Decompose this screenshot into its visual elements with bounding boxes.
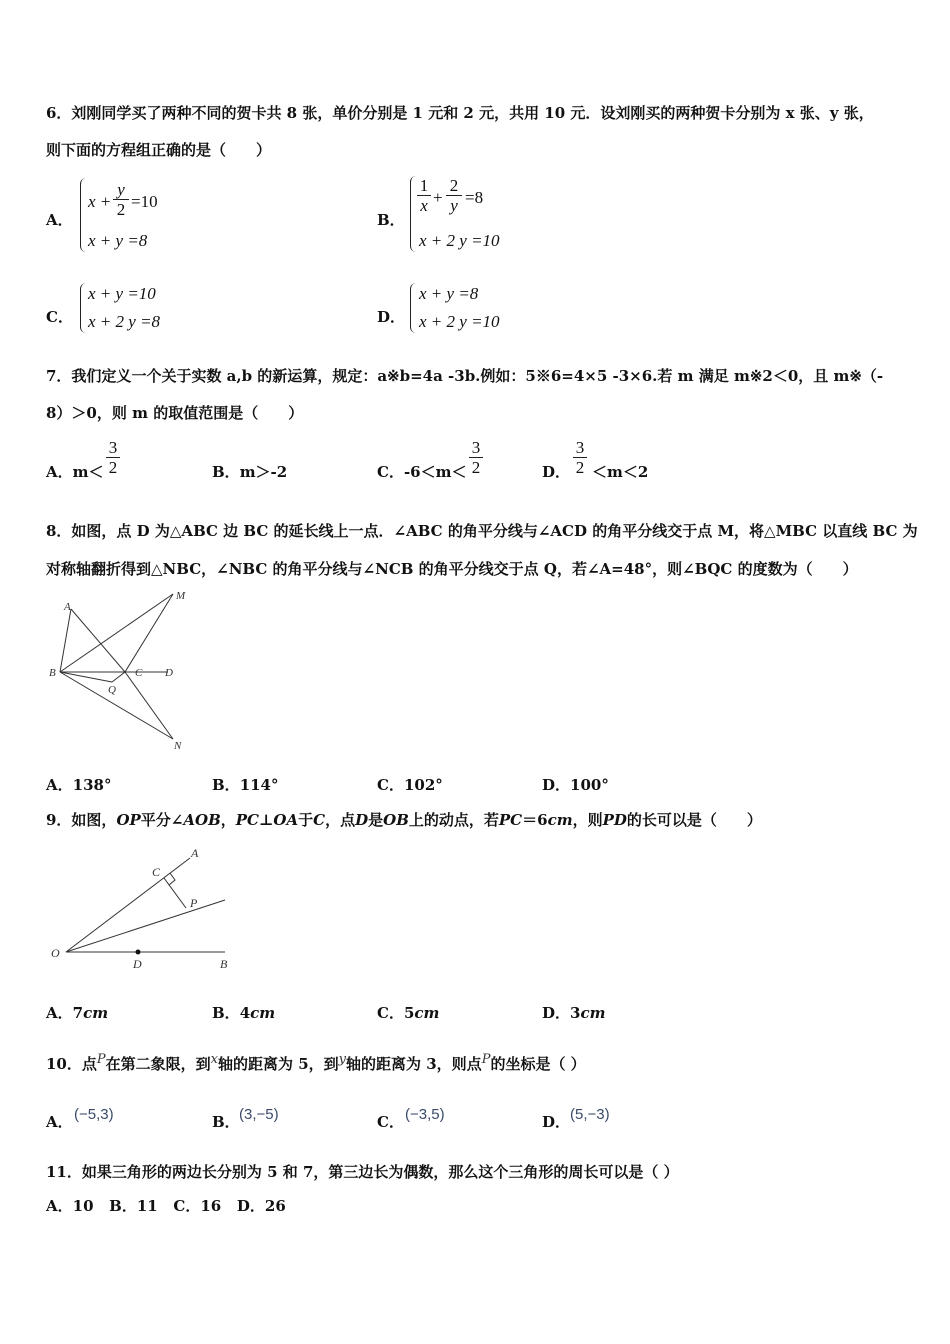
q6-option-b-frac2: 2 y (446, 176, 462, 215)
q10-option-b-label: B． (212, 1113, 240, 1131)
q6-option-b-op: + (433, 188, 443, 207)
q10-option-c-coord: (−3,5) (405, 1106, 445, 1123)
q8-label-a: A (64, 601, 71, 613)
q6-option-a-eq1-pre: x + (88, 192, 112, 211)
q9-label-d: D (133, 957, 142, 971)
q6-line2: 则下面的方程组正确的是（ ） (46, 141, 272, 159)
q7-line2: 8）＞0，则 m 的取值范围是（ ） (46, 404, 304, 422)
q9-point-d (136, 950, 141, 955)
q7-line1: 7．我们定义一个关于实数 a,b 的新运算，规定：a※b=4a -3b.例如：5※6=4×5 -3×6.若 m 满足 m※2＜0，且 m※（- (46, 367, 884, 385)
q8-label-d: D (165, 667, 173, 679)
q9-label-p: P (190, 896, 198, 910)
q8-label-q: Q (108, 684, 116, 696)
q8-option-c: C．102° (377, 776, 443, 794)
q7-option-c: C．-6＜m＜ (377, 463, 467, 481)
q9-figure (40, 840, 240, 975)
q7-option-d-label: D． (542, 463, 571, 481)
q6-line1: 6．刘刚同学买了两种不同的贺卡共 8 张，单价分别是 1 元和 2 元，共用 10 元．设刘刚买的两种贺卡分别为 x 张、y 张， (46, 104, 874, 122)
q8-figure (40, 585, 200, 755)
q6-option-b-eq1-post: =8 (465, 188, 484, 207)
q6-option-a-label: A． (46, 211, 73, 229)
q8-option-a: A．138° (46, 776, 112, 794)
q10-option-b-coord: (3,−5) (239, 1106, 279, 1123)
q6-option-c-brace (80, 283, 87, 333)
q7-option-d-frac: 3 2 (573, 438, 587, 477)
q8-label-n: N (174, 740, 182, 752)
q11-options: A．10 B．11 C．16 D．26 (46, 1197, 286, 1215)
q7-option-b: B．m＞-2 (212, 463, 288, 481)
q6-option-c-eq2: x + 2 y =8 (88, 312, 161, 331)
q9-option-a: A．7cm (46, 1004, 109, 1022)
q7-option-a: A．m＜ (46, 463, 104, 481)
q10-option-a-coord: (−5,3) (74, 1106, 114, 1123)
q7-option-c-frac: 3 2 (469, 438, 483, 477)
q11-line1: 11．如果三角形的两边长分别为 5 和 7，第三边长为偶数，那么这个三角形的周长可以是（ ） (46, 1163, 679, 1181)
q6-option-c-eq1: x + y =10 (88, 284, 156, 303)
q9-stem: 9．如图，OP平分∠AOB，PC⊥OA于C，点D是OB上的动点，若PC＝6cm，则PD的长可以是（ ） (46, 811, 762, 829)
q6-option-a-eq1-frac: y 2 (113, 180, 129, 219)
q9-label-b: B (220, 957, 228, 971)
q10-option-a-label: A． (46, 1113, 73, 1131)
q10-option-d-label: D． (542, 1113, 571, 1131)
q6-option-b-label: B． (377, 211, 405, 229)
q6-option-a-eq2: x + y =8 (88, 231, 148, 250)
q9-option-d: D．3cm (542, 1004, 606, 1022)
q7-option-d-text: ＜m＜2 (592, 463, 649, 481)
q10-option-d-coord: (5,−3) (570, 1106, 610, 1123)
q10-stem: 10．点P在第二象限，到x轴的距离为 5，到y轴的距离为 3，则点P的坐标是（ ） (46, 1052, 586, 1073)
q9-option-c: C．5cm (377, 1004, 440, 1022)
q6-option-d-eq1: x + y =8 (419, 284, 479, 303)
q8-line1: 8．如图，点 D 为△ABC 边 BC 的延长线上一点．∠ABC 的角平分线与∠ACD 的角平分线交于点 M，将△MBC 以直线 BC 为 (46, 522, 918, 540)
q8-option-d: D．100° (542, 776, 609, 794)
q6-option-b-eq2: x + 2 y =10 (419, 231, 500, 250)
q6-option-c-label: C． (46, 308, 73, 326)
q6-option-a-eq1-post: =10 (131, 192, 158, 211)
q8-line2: 对称轴翻折得到△NBC，∠NBC 的角平分线与∠NCB 的角平分线交于点 Q，若∠A=48°，则∠BQC 的度数为（ ） (46, 560, 858, 578)
q6-option-b-brace (410, 176, 417, 252)
q7-option-a-frac: 3 2 (106, 438, 120, 477)
q9-label-o: O (51, 946, 60, 960)
q6-option-b-frac1: 1 x (417, 176, 431, 215)
q9-option-b: B．4cm (212, 1004, 276, 1022)
q8-label-c: C (135, 667, 143, 679)
q6-option-a-brace (80, 178, 87, 252)
q6-option-d-label: D． (377, 308, 406, 326)
q8-label-b: B (49, 667, 56, 679)
q8-option-b: B．114° (212, 776, 279, 794)
q10-option-c-label: C． (377, 1113, 404, 1131)
q6-option-d-eq2: x + 2 y =10 (419, 312, 500, 331)
q9-label-c: C (152, 865, 161, 879)
q6-option-d-brace (410, 283, 417, 333)
q8-label-m: M (176, 590, 186, 602)
q9-label-a: A (191, 846, 199, 860)
